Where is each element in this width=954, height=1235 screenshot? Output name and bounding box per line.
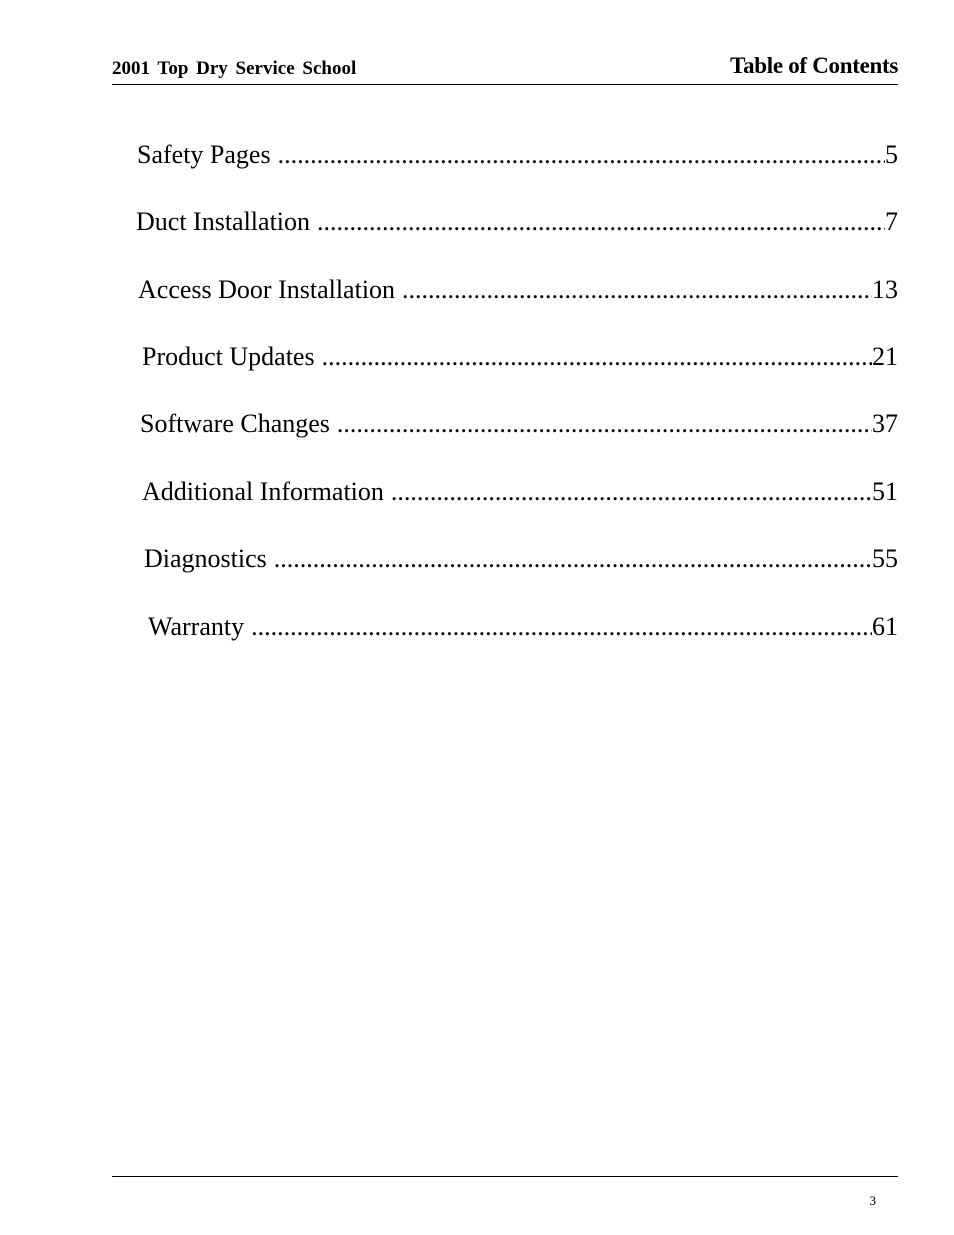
toc-entry-duct-installation[interactable] [136,206,898,238]
toc-entry-product-updates[interactable] [142,341,898,373]
document-title: 2001 Top Dry Service School [112,58,357,79]
toc-entry-title: Safety Pages [137,140,271,169]
toc-entry-page: 21 [872,342,898,371]
toc-entry-title: Diagnostics [144,544,267,573]
toc-entry-software-changes[interactable] [140,408,898,440]
toc-dot-leader [337,408,872,440]
toc-entry-title: Additional Information [142,477,384,506]
toc-entry-page: 7 [885,207,898,236]
toc-entry-page: 37 [872,409,898,438]
toc-entry-access-door-installation[interactable] [138,274,898,306]
page-number: 3 [869,1193,876,1208]
toc-entry-title: Warranty [148,612,245,641]
toc-entry-warranty[interactable] [148,611,898,643]
toc-entry-title: Software Changes [140,409,330,438]
toc-entry-safety-pages[interactable] [137,139,898,171]
toc-dot-leader [391,476,872,508]
toc-dot-leader [322,341,872,373]
toc-dot-leader [278,139,885,171]
toc-entry-page: 13 [872,275,898,304]
toc-entry-additional-information[interactable] [142,476,898,508]
toc-entry-page: 51 [872,477,898,506]
toc-entry-diagnostics[interactable] [144,543,898,575]
page-footer [112,1176,898,1208]
toc-entry-title: Access Door Installation [138,275,396,304]
toc-dot-leader [317,206,885,238]
toc-entry-title: Duct Installation [136,207,311,236]
toc-dot-leader [251,611,872,643]
toc-entry-page: 61 [872,612,898,641]
toc-entry-page: 55 [872,544,898,573]
toc-entry-page: 5 [885,140,898,169]
toc-dot-leader [274,543,872,575]
section-title: Table of Contents [730,53,898,78]
toc-entry-title: Product Updates [142,342,315,371]
toc-dot-leader [402,274,872,306]
